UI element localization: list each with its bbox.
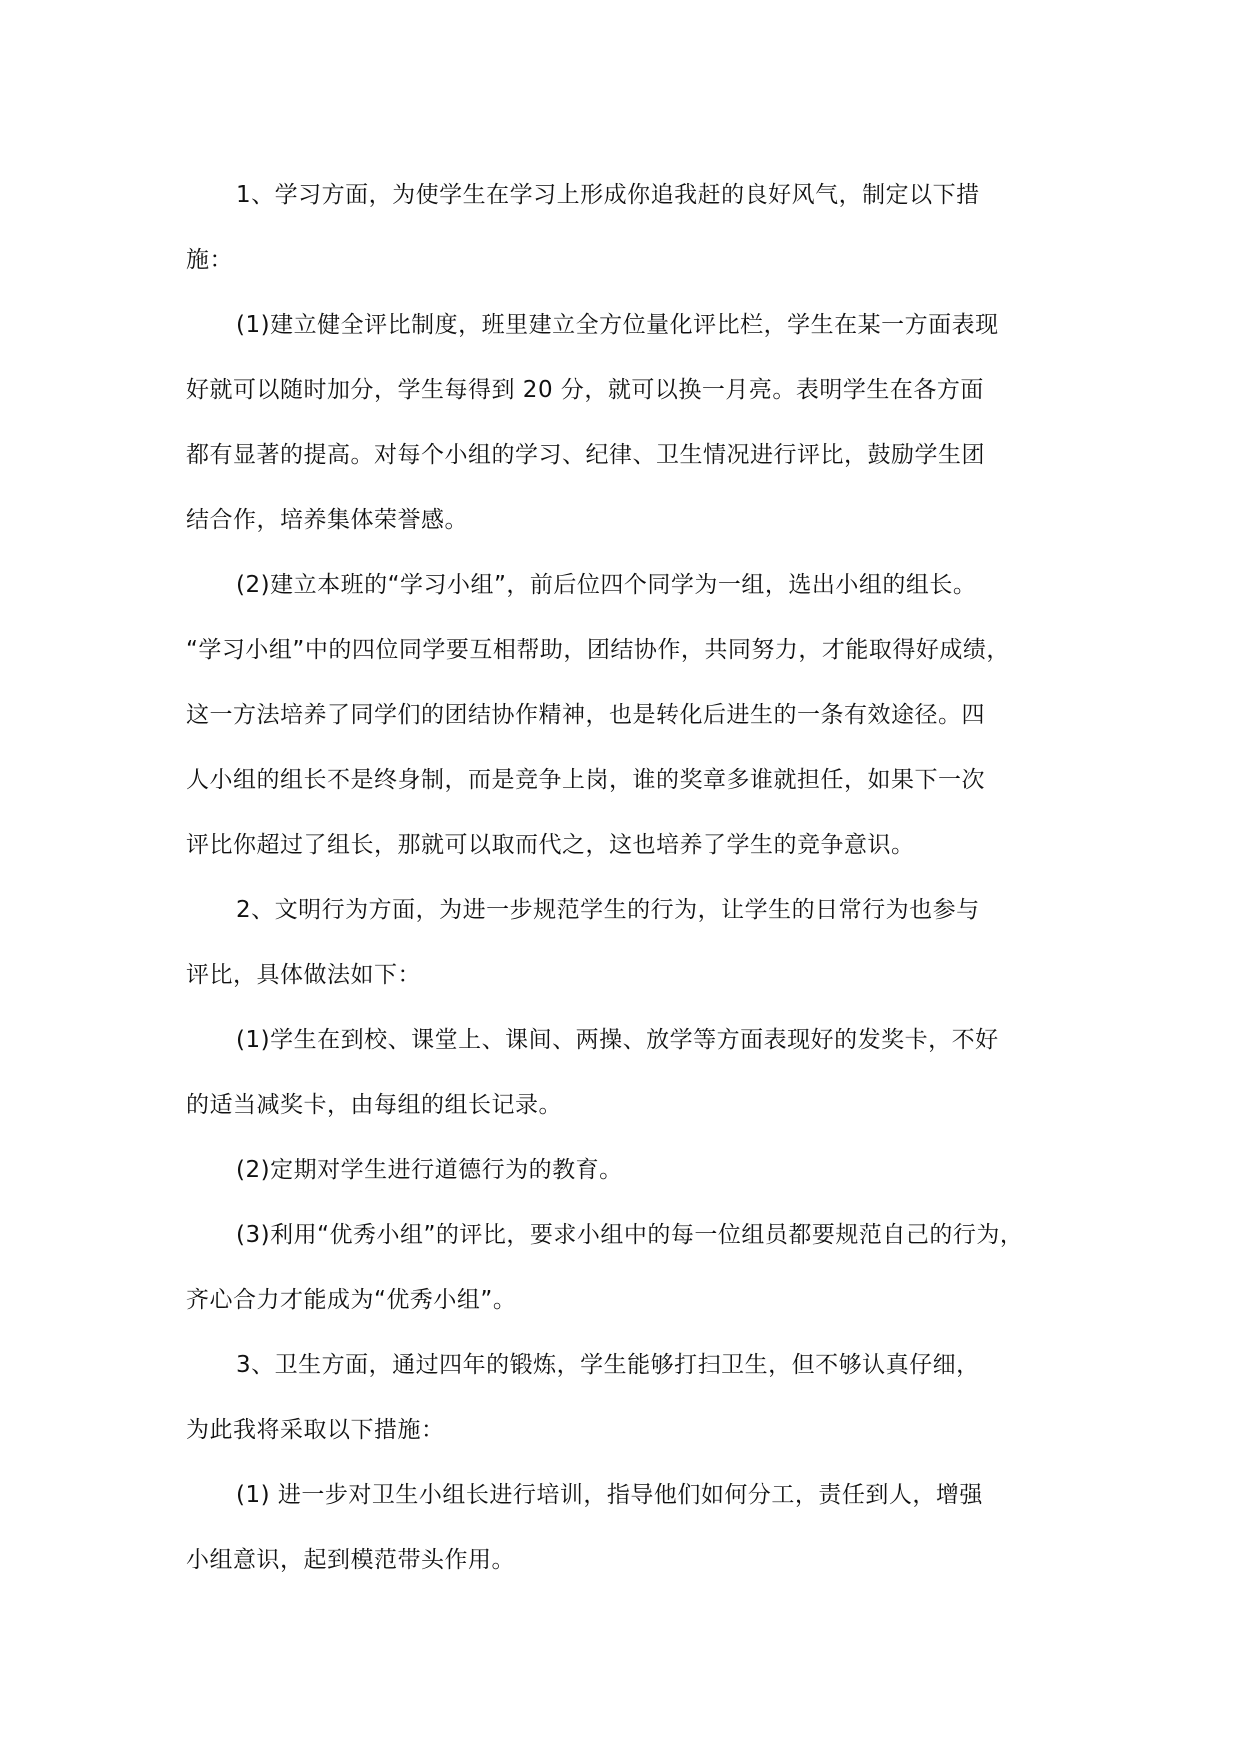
paragraph-line: (3)利用“优秀小组”的评比，要求小组中的每一位组员都要规范自己的行为，: [236, 1222, 1024, 1248]
paragraph-line: 结合作，培养集体荣誉感。: [186, 507, 468, 533]
paragraph-line: 2、文明行为方面，为进一步规范学生的行为，让学生的日常行为也参与: [236, 897, 980, 923]
paragraph-line: (1)建立健全评比制度，班里建立全方位量化评比栏，学生在某一方面表现: [236, 312, 999, 338]
paragraph-line: 齐心合力才能成为“优秀小组”。: [186, 1287, 517, 1313]
paragraph-line: 3、卫生方面，通过四年的锻炼，学生能够打扫卫生，但不够认真仔细，: [236, 1352, 980, 1378]
paragraph-line: (2)定期对学生进行道德行为的教育。: [236, 1157, 623, 1183]
paragraph-line: 评比你超过了组长，那就可以取而代之，这也培养了学生的竞争意识。: [186, 832, 915, 858]
paragraph-line: 为此我将采取以下措施：: [186, 1417, 445, 1443]
paragraph-line: (1) 进一步对卫生小组长进行培训，指导他们如何分工，责任到人，增强: [236, 1482, 983, 1508]
paragraph-line: (2)建立本班的“学习小组”，前后位四个同学为一组，选出小组的组长。: [236, 572, 977, 598]
paragraph-line: (1)学生在到校、课堂上、课间、两操、放学等方面表现好的发奖卡，不好: [236, 1027, 999, 1053]
paragraph-line: 的适当减奖卡，由每组的组长记录。: [186, 1092, 562, 1118]
paragraph-line: 1、学习方面，为使学生在学习上形成你追我赶的良好风气，制定以下措: [236, 182, 980, 208]
paragraph-line: 好就可以随时加分，学生每得到 20 分，就可以换一月亮。表明学生在各方面: [186, 377, 984, 403]
paragraph-line: 评比，具体做法如下：: [186, 962, 421, 988]
paragraph-line: “学习小组”中的四位同学要互相帮助，团结协作，共同努力，才能取得好成绩，: [186, 637, 1010, 663]
paragraph-line: 都有显著的提高。对每个小组的学习、纪律、卫生情况进行评比，鼓励学生团: [186, 442, 985, 468]
paragraph-line: 人小组的组长不是终身制，而是竞争上岗，谁的奖章多谁就担任，如果下一次: [186, 767, 985, 793]
paragraph-line: 小组意识，起到模范带头作用。: [186, 1547, 515, 1573]
paragraph-line: 施：: [186, 247, 233, 273]
paragraph-line: 这一方法培养了同学们的团结协作精神，也是转化后进生的一条有效途径。四: [186, 702, 985, 728]
